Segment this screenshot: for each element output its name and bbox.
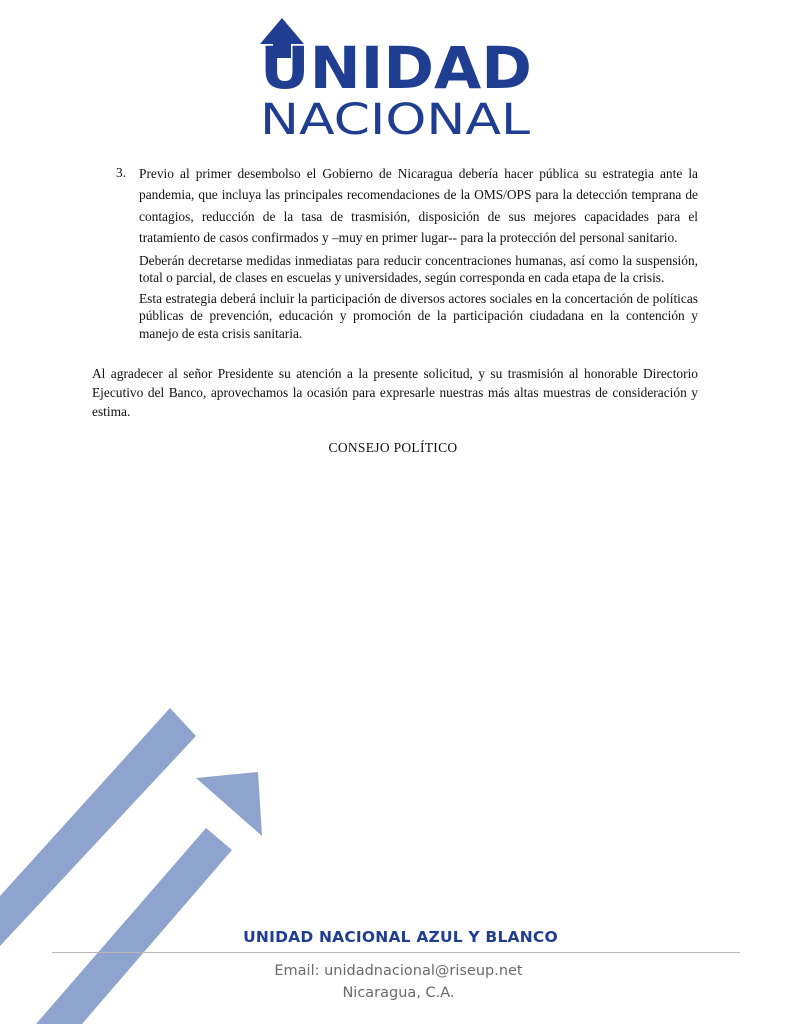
item-number: 3.: [116, 165, 127, 180]
footer-title: [0, 928, 791, 946]
footer-country: [0, 985, 791, 1001]
unidad-nacional-logo: [240, 16, 550, 141]
letter-body: [92, 163, 698, 458]
logo-line1: UNIDAD: [260, 34, 532, 102]
footer-email-text[interactable]: Email: unidadnacional@riseup.net: [274, 963, 523, 979]
numbered-item: [92, 163, 698, 342]
logo-line2: NACIONAL: [260, 95, 531, 141]
footer-email: [0, 963, 791, 979]
footer-title-text: UNIDAD NACIONAL AZUL Y BLANCO: [243, 928, 558, 946]
footer-divider: [52, 952, 740, 953]
item-paragraph-2: Deberán decretarse medidas inmediatas para reducir concentraciones humanas, así como la suspensión, total o parcial, de clases en escuelas y universidades, según corresponda en cada etapa de la crisis.: [139, 252, 698, 286]
signature: CONSEJO POLÍTICO: [328, 440, 458, 456]
item-paragraph-3: Esta estrategia deberá incluir la participación de diversos actores sociales en la concertación de políticas públicas de prevención, educación y promoción de la participación ciudadana en la contención y manejo de esta crisis sanitaria.: [139, 290, 698, 341]
footer-country-text: Nicaragua, C.A.: [342, 985, 455, 1001]
closing-paragraph: Al agradecer al señor Presidente su atención a la presente solicitud, y su trasmisión al honorable Directorio Ejecutivo del Banco, aprovechamos la ocasión para expresarle nuestras más altas muestras de consideración y estima.: [92, 366, 698, 420]
item-paragraph-1: Previo al primer desembolso el Gobierno de Nicaragua debería hacer pública su estrategia ante la pandemia, que incluya las principales recomendaciones de la OMS/OPS para la detección temprana de contagios, reducción de la tasa de trasmisión, disposición de sus mejores capacidades para el tratamiento de casos confirmados y –muy en primer lugar-- para la protección del personal sanitario.: [139, 166, 698, 246]
